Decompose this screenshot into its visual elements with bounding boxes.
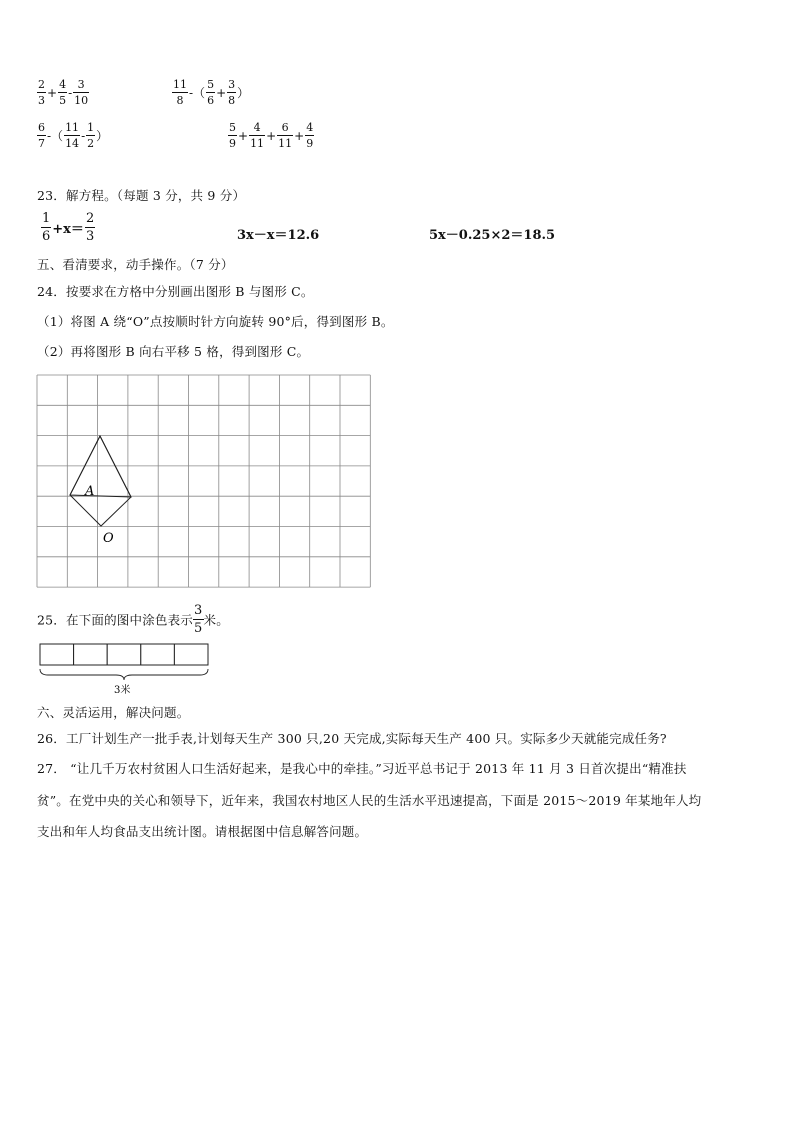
- section-5-heading: 五、看清要求，动手操作。（7 分）: [37, 257, 234, 272]
- q24-step-2: （2）再将图形 B 向右平移 5 格，得到图形 C。: [37, 344, 310, 359]
- expression-1: $\frac{2}{3}$ + $\frac{4}{5}$ - $\frac{3}{10}$: [38, 78, 89, 107]
- bar-brace: [40, 669, 208, 680]
- q27-line-1: 27． “让几千万农村贫困人口生活好起来，是我心中的牵挂。”习近平总书记于 2013 年 11 月 3 日首次提出“精准扶: [37, 761, 687, 776]
- bar-figure: [38, 642, 210, 700]
- q27-line-3: 支出和年人均食品支出统计图。请根据图中信息解答问题。: [37, 824, 368, 839]
- expression-3: $\frac{6}{7}$ -（ $\frac{11}{14}$ - $\frac{1}{2}$ ）: [38, 121, 109, 150]
- q24-step-1: （1）将图 A 绕“O”点按顺时针方向旋转 90°后，得到图形 B。: [37, 314, 394, 329]
- expression-2: $\frac{11}{8}$ -（ $\frac{5}{6}$ + $\frac{3}{8}$ ）: [173, 78, 250, 107]
- section-6-heading: 六、灵活运用，解决问题。: [37, 705, 190, 720]
- q24-title: 24．按要求在方格中分别画出图形 B 与图形 C。: [37, 284, 314, 299]
- shape-a: [70, 436, 131, 497]
- label-a: A: [85, 484, 95, 499]
- expression-4: $\frac{5}{9}$ + $\frac{4}{11}$ + $\frac{6}{11}$ + $\frac{4}{9}$: [229, 121, 314, 150]
- equation-3: 5x－0.25×2＝18.5: [429, 228, 556, 243]
- grid-figure: [36, 374, 374, 590]
- bar-cell: [107, 644, 141, 665]
- equation-2: 3x－x＝12.6: [237, 228, 320, 243]
- shape-a-lower: [70, 495, 131, 526]
- bar-cell: [141, 644, 175, 665]
- equation-1: $\frac{1}{6}$ +x＝ $\frac{2}{3}$: [42, 211, 95, 244]
- shape-a-upper: [70, 436, 131, 497]
- bar-label: 3米: [114, 685, 131, 696]
- q25-fraction: $\frac{3}{5}$: [194, 603, 203, 636]
- bar-cell: [40, 644, 74, 665]
- bar-cell: [74, 644, 108, 665]
- grid-lines: [37, 375, 370, 587]
- q25-title: 25．在下面的图中涂色表示 $\frac{3}{5}$ 米。: [37, 603, 229, 636]
- bar-cell: [174, 644, 208, 665]
- q27-line-2: 贫”。在党中央的关心和领导下，近年来，我国农村地区人民的生活水平迅速提高，下面是 2015～2019 年某地年人均: [37, 793, 702, 808]
- label-o: O: [103, 531, 114, 546]
- q23-title: 23．解方程。（每题 3 分，共 9 分）: [37, 188, 246, 203]
- q26-text: 26．工厂计划生产一批手表,计划每天生产 300 只,20 天完成,实际每天生产 400 只。实际多少天就能完成任务?: [37, 731, 667, 746]
